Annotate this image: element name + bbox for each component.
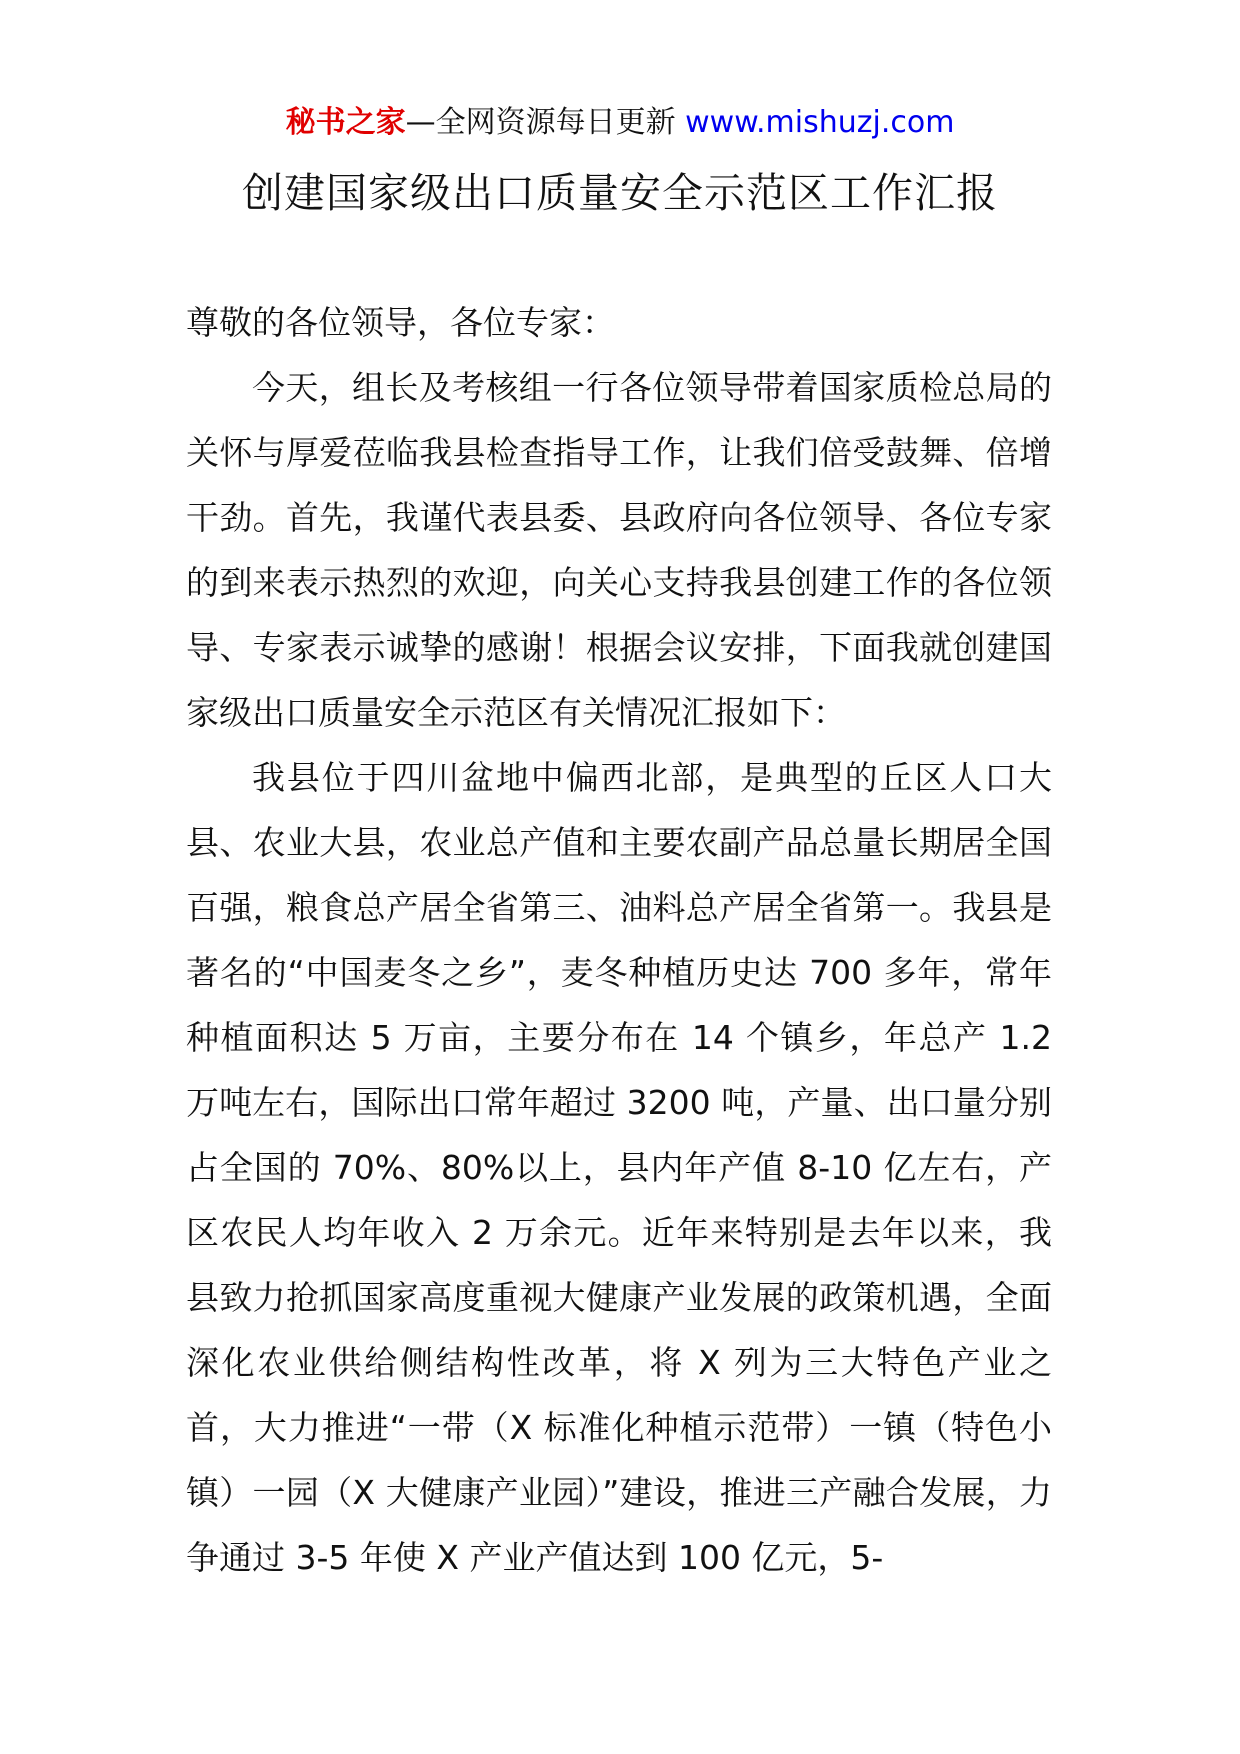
site-url-link[interactable]: www.mishuzj.com	[685, 105, 955, 140]
brand-name: 秘书之家	[285, 105, 406, 140]
header-tagline: 全网资源每日更新	[435, 105, 676, 140]
site-header	[0, 103, 1240, 143]
paragraph: 今天，组长及考核组一行各位领导带着国家质检总局的关怀与厚爱莅临我县检查指导工作，让我们倍受鼓舞、倍增干劲。首先，我谨代表县委、县政府向各位领导、各位专家的到来表示热烈的欢迎，向关心支持我县创建工作的各位领导、专家表示诚挚的感谢！根据会议安排，下面我就创建国家级出口质量安全示范区有关情况汇报如下：	[186, 368, 1052, 732]
salutation: 尊敬的各位领导，各位专家：	[186, 303, 615, 342]
paragraph: 我县位于四川盆地中偏西北部，是典型的丘区人口大县、农业大县，农业总产值和主要农副产品总量长期居全国百强，粮食总产居全省第三、油料总产居全省第一。我县是著名的“中国麦冬之乡”，麦冬种植历史达 700 多年，常年种植面积达 5 万亩，主要分布在 14 个镇乡，年总产 1.2 万吨左右，国际出口常年超过 3200 吨，产量、出口量分别占全国的 70%、80%以上，县内年产值 8-10 亿左右，产区农民人均年收入 2 万余元。近年来特别是去年以来，我县致力抢抓国家高度重视大健康产业发展的政策机遇，全面深化农业供给侧结构性改革，将 X 列为三大特色产业之首，大力推进“一带（X 标准化种植示范带）一镇（特色小镇）一园（X 大健康产业园）”建设，推进三产融合发展，力争通过 3-5 年使 X 产业产值达到 100 亿元，5-	[186, 758, 1052, 1577]
document-body	[186, 290, 1052, 1590]
header-dash: —	[405, 105, 436, 140]
document-title: 创建国家级出口质量安全示范区工作汇报	[242, 169, 998, 217]
